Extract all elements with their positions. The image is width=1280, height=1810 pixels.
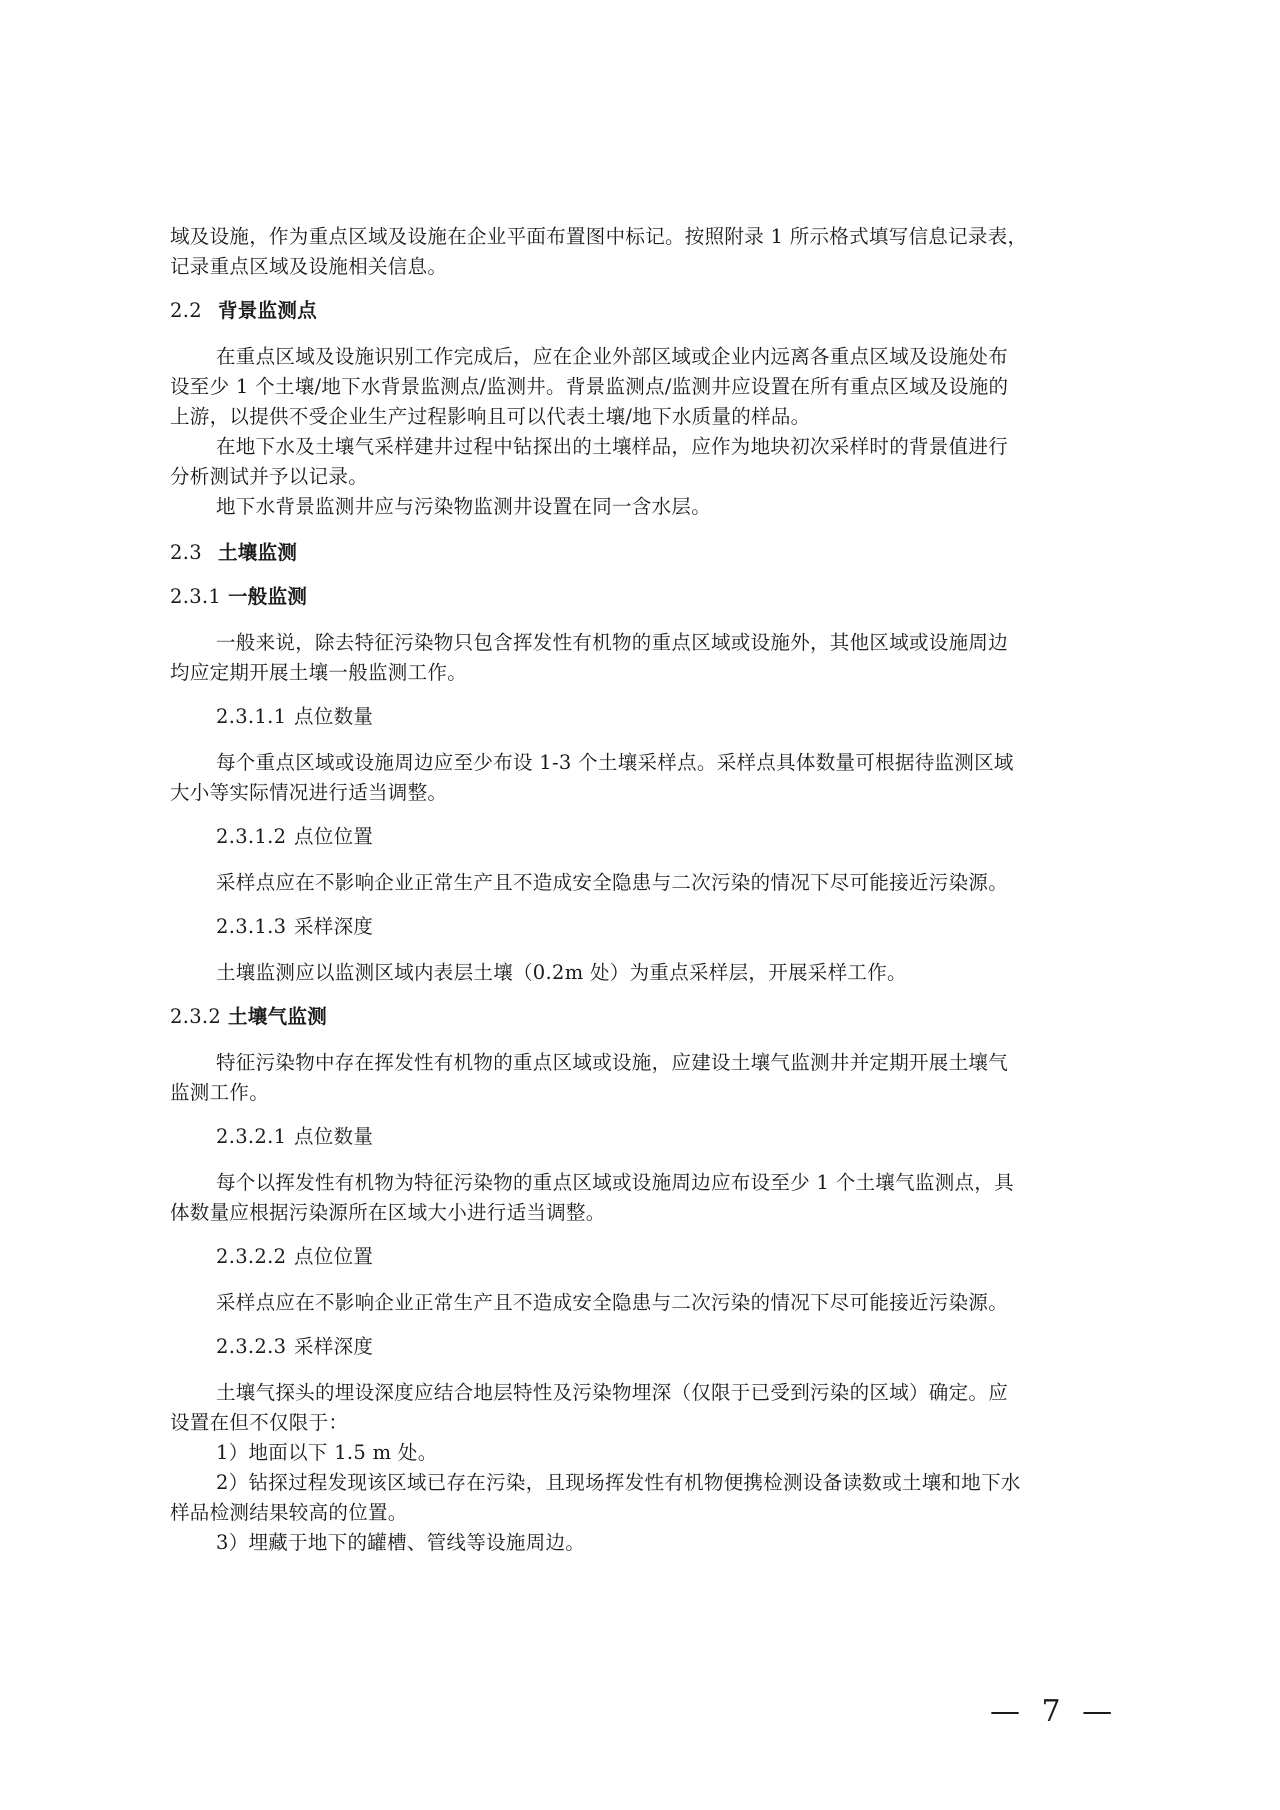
paragraph-line: 域及设施，作为重点区域及设施在企业平面布置图中标记。按照附录 1 所示格式填写信息记录表，: [170, 225, 1028, 248]
paragraph-line: 地下水背景监测井应与污染物监测井设置在同一含水层。: [216, 495, 712, 518]
paragraph-line: 大小等实际情况进行适当调整。: [170, 781, 448, 804]
paragraph-line: 监测工作。: [170, 1081, 270, 1104]
paragraph-line: 均应定期开展土壤一般监测工作。: [170, 661, 468, 684]
paragraph-line: 在地下水及土壤气采样建井过程中钻探出的土壤样品，应作为地块初次采样时的背景值进行: [216, 435, 1009, 458]
section-title: 采样深度: [294, 1335, 374, 1358]
section-number: 2.3.1.3: [216, 915, 287, 938]
paragraph-line: 土壤监测应以监测区域内表层土壤（0.2m 处）为重点采样层，开展采样工作。: [216, 961, 907, 984]
paragraph-line: 体数量应根据污染源所在区域大小进行适当调整。: [170, 1201, 606, 1224]
paragraph-line: 上游，以提供不受企业生产过程影响且可以代表土壤/地下水质量的样品。: [170, 405, 811, 428]
section-title: 背景监测点: [218, 299, 318, 322]
section-heading-2-2: [170, 296, 1115, 326]
section-title: 采样深度: [294, 915, 374, 938]
paragraph-line: 一般来说，除去特征污染物只包含挥发性有机物的重点区域或设施外，其他区域或设施周边: [216, 631, 1009, 654]
section-heading-2-3-2-2: [216, 1242, 1161, 1272]
paragraph-line: 设置在但不仅限于：: [170, 1411, 349, 1434]
paragraph-line: 在重点区域及设施识别工作完成后，应在企业外部区域或企业内远离各重点区域及设施处布: [216, 345, 1009, 368]
section-title: 一般监测: [228, 585, 308, 608]
section-heading-2-3-1-3: [216, 912, 1161, 942]
section-heading-2-3-1-1: [216, 702, 1161, 732]
paragraph-line: 每个以挥发性有机物为特征污染物的重点区域或设施周边应布设至少 1 个土壤气监测点，具: [216, 1171, 1014, 1194]
section-number: 2.3.2.3: [216, 1335, 287, 1358]
paragraph-line: 每个重点区域或设施周边应至少布设 1-3 个土壤采样点。采样点具体数量可根据待监测区域: [216, 751, 1014, 774]
section-title: 点位位置: [294, 825, 374, 848]
paragraph-line: 记录重点区域及设施相关信息。: [170, 255, 448, 278]
paragraph-line: 分析测试并予以记录。: [170, 465, 369, 488]
section-number: 2.3: [170, 541, 202, 564]
section-title: 点位数量: [294, 1125, 374, 1148]
section-heading-2-3-2: [170, 1002, 1115, 1032]
page-number: — 7 —: [990, 1694, 1119, 1729]
section-title: 土壤监测: [218, 541, 298, 564]
section-heading-2-3-1-2: [216, 822, 1161, 852]
section-title: 点位数量: [294, 705, 374, 728]
list-item: 1）地面以下 1.5 m 处。: [216, 1441, 438, 1464]
paragraph-line: 采样点应在不影响企业正常生产且不造成安全隐患与二次污染的情况下尽可能接近污染源。: [216, 871, 1009, 894]
section-heading-2-3-1: [170, 582, 1115, 612]
paragraph-line: 设至少 1 个土壤/地下水背景监测点/监测井。背景监测点/监测井应设置在所有重点区域及设施的: [170, 375, 1009, 398]
section-number: 2.3.2.1: [216, 1125, 287, 1148]
paragraph-line: 采样点应在不影响企业正常生产且不造成安全隐患与二次污染的情况下尽可能接近污染源。: [216, 1291, 1009, 1314]
section-number: 2.3.2: [170, 1005, 222, 1028]
list-item: 3）埋藏于地下的罐槽、管线等设施周边。: [216, 1531, 586, 1554]
section-title: 土壤气监测: [228, 1005, 328, 1028]
section-number: 2.2: [170, 299, 202, 322]
list-item-continuation: 样品检测结果较高的位置。: [170, 1501, 408, 1524]
paragraph-line: 土壤气探头的埋设深度应结合地层特性及污染物埋深（仅限于已受到污染的区域）确定。应: [216, 1381, 1009, 1404]
section-heading-2-3-2-1: [216, 1122, 1161, 1152]
section-number: 2.3.1: [170, 585, 222, 608]
section-number: 2.3.1.1: [216, 705, 287, 728]
paragraph-line: 特征污染物中存在挥发性有机物的重点区域或设施，应建设土壤气监测井并定期开展土壤气: [216, 1051, 1009, 1074]
section-title: 点位位置: [294, 1245, 374, 1268]
section-number: 2.3.2.2: [216, 1245, 287, 1268]
section-heading-2-3: [170, 538, 1115, 568]
list-item: 2）钻探过程发现该区域已存在污染，且现场挥发性有机物便携检测设备读数或土壤和地下水: [216, 1471, 1021, 1494]
section-number: 2.3.1.2: [216, 825, 287, 848]
section-heading-2-3-2-3: [216, 1332, 1161, 1362]
